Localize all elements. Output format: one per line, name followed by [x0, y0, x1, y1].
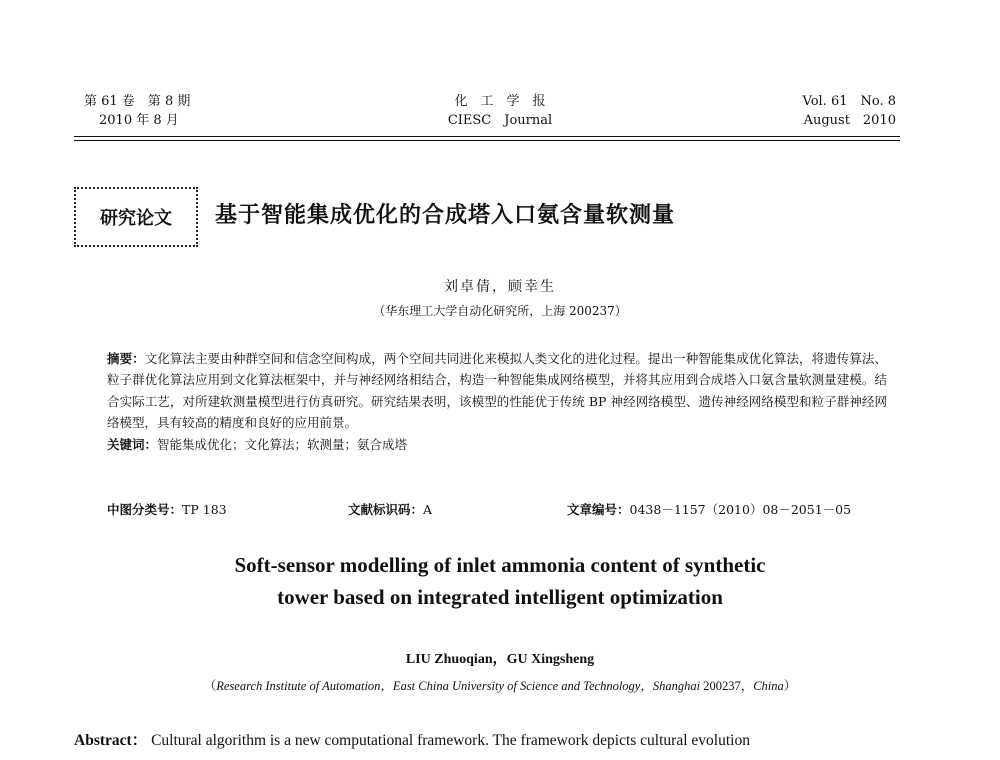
affiliation-en-postal: 200237，: [700, 679, 754, 693]
paper-title-en-line1: Soft-sensor modelling of inlet ammonia content of synthetic: [234, 553, 766, 577]
keywords-cn-text: 智能集成优化；文化算法；软测量；氨合成塔: [157, 436, 408, 452]
clc-number: [107, 500, 227, 518]
document-code-label: 文献标识码：: [348, 502, 424, 517]
abstract-en: [74, 728, 918, 750]
article-type-badge: 研究论文: [74, 187, 198, 247]
affiliation-en: [0, 676, 1000, 694]
affiliation-close-paren: ）: [783, 679, 797, 693]
publication-date-cn: 2010 年 8 月: [99, 113, 179, 128]
article-number: [567, 500, 851, 518]
abstract-cn: [107, 348, 887, 434]
keywords-cn: [107, 434, 887, 455]
publication-date-en: August 2010: [803, 113, 896, 128]
abstract-cn-text: 文化算法主要由种群空间和信念空间构成，两个空间共同进化来模拟人类文化的进化过程。提出一种智能集成优化算法，将遗传算法、粒子群优化算法应用到文化算法框架中，并与神经网络相结合，构造一种智能集成网络模型，并将其应用到合成塔入口氨含量软测量建模。结合实际工艺，对所建软测量模型进行仿真研究。研究结果表明，该模型的性能优于传统 BP 神经网络模型、遗传神经网络模型和粒子群神经网络模型，具有较高的精度和良好的应用前景。: [107, 351, 887, 431]
journal-name-cn: 化 工 学 报: [454, 94, 546, 109]
paper-title-en: [0, 549, 1000, 613]
document-code-value: A: [423, 502, 433, 517]
abstract-cn-label: 摘要：: [107, 351, 145, 366]
affiliation-en-country: China: [753, 679, 784, 693]
authors-en: LIU Zhuoqian，GU Xingsheng: [405, 652, 595, 667]
document-code: [348, 500, 432, 518]
abstract-en-label: Abstract：: [74, 732, 148, 749]
abstract-cn-block: [107, 348, 887, 455]
affiliation-en-text: Research Institute of Automation，East China University of Science and Technology，Shanghai: [216, 679, 701, 693]
journal-volume-info-en: [803, 92, 897, 130]
article-number-value: 0438－1157（2010）08－2051－05: [629, 502, 852, 517]
paper-title-cn: 基于智能集成优化的合成塔入口氨含量软测量: [215, 203, 676, 228]
affiliation-cn: （华东理工大学自动化研究所，上海 200237）: [373, 304, 627, 318]
paper-title-en-line2: tower based on integrated intelligent optimization: [277, 585, 723, 609]
keywords-cn-label: 关键词：: [107, 436, 158, 452]
volume-issue: 第 61 卷 第 8 期: [84, 94, 191, 109]
clc-value: TP 183: [182, 502, 227, 517]
header-rule-top: [74, 136, 900, 137]
journal-name-en: CIESC Journal: [447, 113, 553, 128]
authors-cn: 刘卓倩，顾幸生: [444, 279, 556, 295]
affiliation-open-paren: （: [203, 679, 217, 693]
clc-label: 中图分类号：: [107, 502, 183, 517]
article-number-label: 文章编号：: [567, 502, 630, 517]
abstract-en-text: Cultural algorithm is a new computational framework. The framework depicts cultural evolution: [147, 732, 750, 749]
header-rule-bottom: [74, 140, 900, 141]
volume-issue-en: Vol. 61 No. 8: [802, 94, 896, 109]
